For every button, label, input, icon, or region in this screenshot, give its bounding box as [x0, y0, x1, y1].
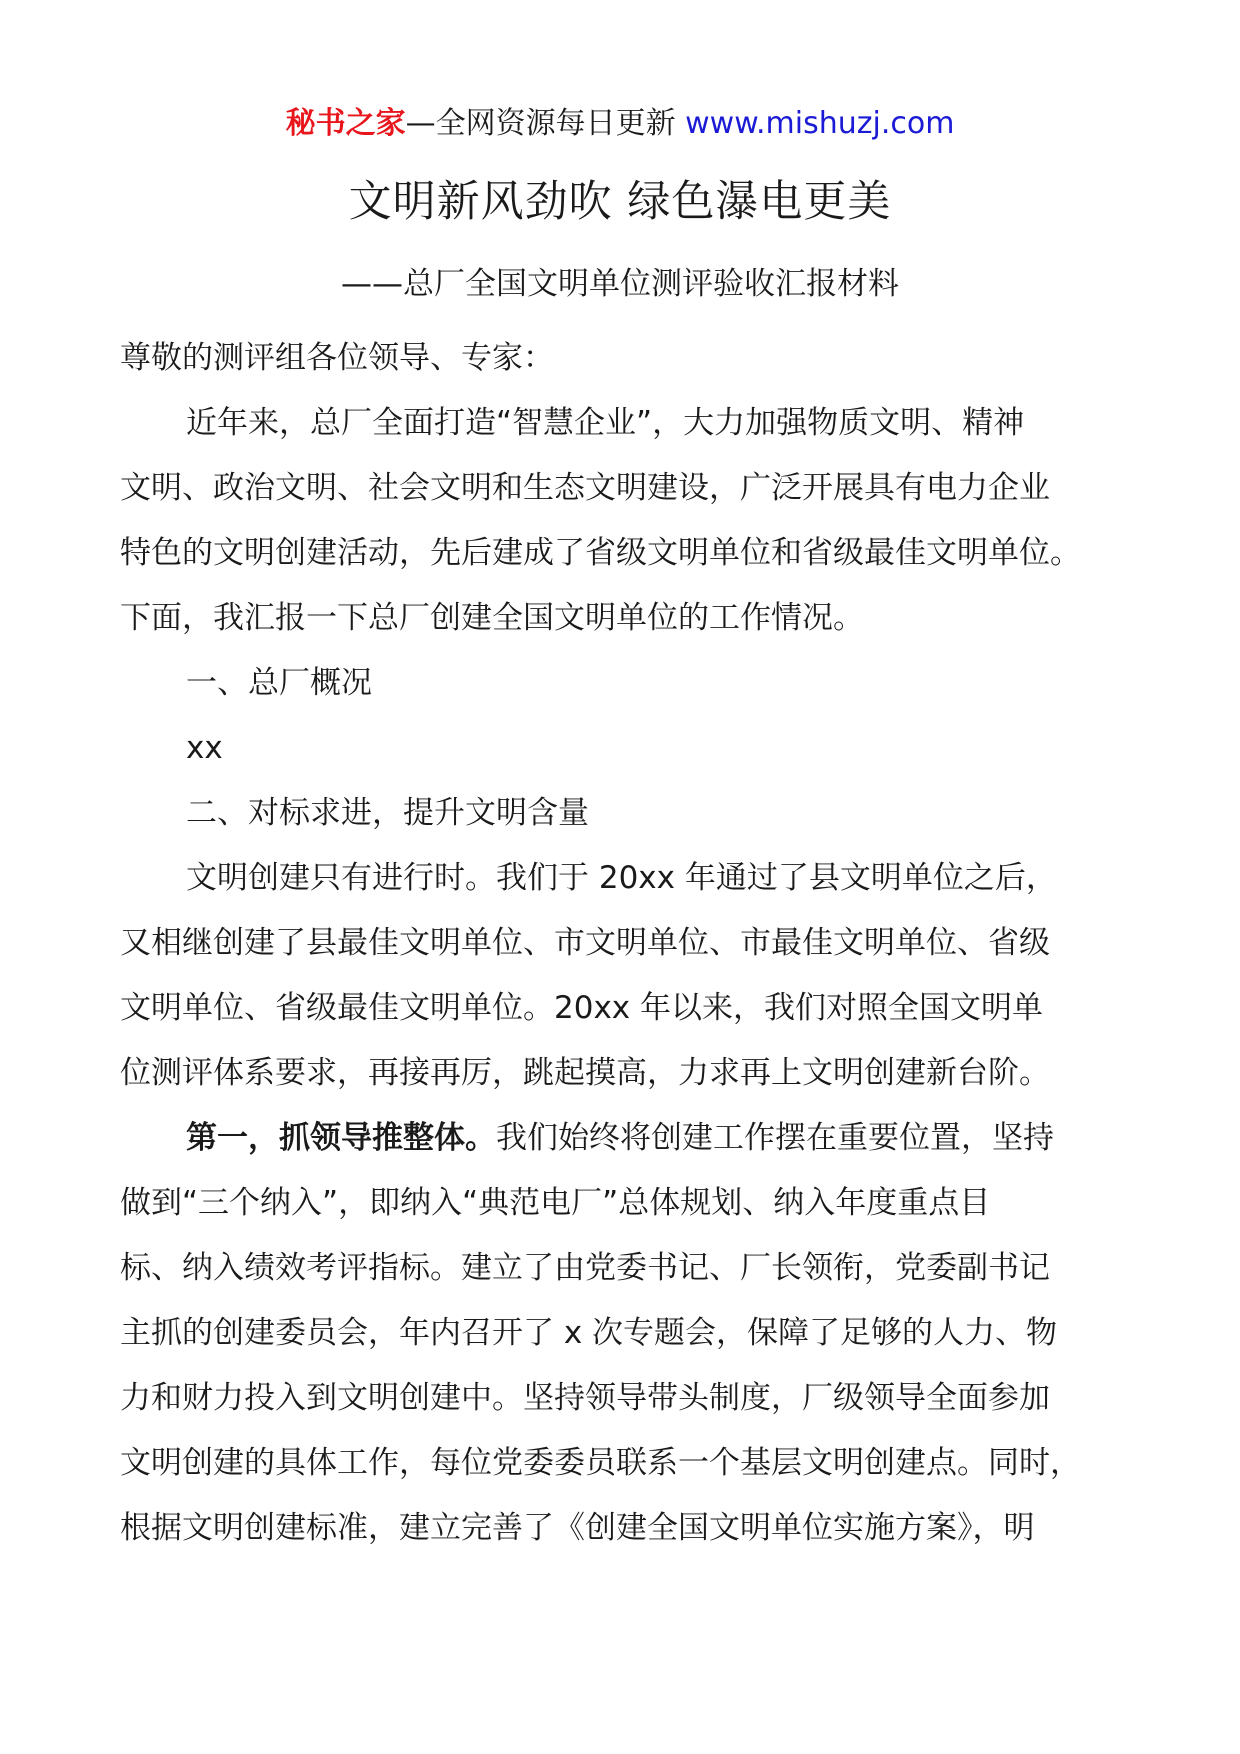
site-url-link[interactable]: www.mishuzj.com: [685, 106, 955, 141]
paragraph-line: 力和财力投入到文明创建中。坚持领导带头制度，厂级领导全面参加: [120, 1380, 1050, 1416]
paragraph-line: 文明创建只有进行时。我们于 20xx 年通过了县文明单位之后，: [186, 860, 1057, 896]
paragraph-line: 文明单位、省级最佳文明单位。20xx 年以来，我们对照全国文明单: [120, 990, 1043, 1026]
paragraph-line: 主抓的创建委员会，年内召开了 x 次专题会，保障了足够的人力、物: [120, 1315, 1058, 1351]
section-heading: 二、对标求进，提升文明含量: [186, 795, 589, 831]
paragraph-line: 文明创建的具体工作，每位党委委员联系一个基层文明创建点。同时，: [120, 1445, 1081, 1481]
paragraph-line: 又相继创建了县最佳文明单位、市文明单位、市最佳文明单位、省级: [120, 925, 1050, 961]
paragraph-line: xx: [186, 730, 223, 766]
salutation: 尊敬的测评组各位领导、专家：: [120, 340, 554, 376]
point-text: 我们始终将创建工作摆在重要位置，坚持: [496, 1120, 1054, 1156]
paragraph-line: 下面，我汇报一下总厂创建全国文明单位的工作情况。: [120, 600, 864, 636]
paragraph-line: 文明、政治文明、社会文明和生态文明建设，广泛开展具有电力企业: [120, 470, 1050, 506]
paragraph-line: 近年来，总厂全面打造“智慧企业”，大力加强物质文明、精神: [186, 405, 1025, 441]
paragraph-line: 根据文明创建标准，建立完善了《创建全国文明单位实施方案》，明: [120, 1510, 1035, 1546]
header-tagline: —全网资源每日更新: [405, 106, 686, 141]
site-header: [0, 100, 1240, 148]
paragraph-line: 特色的文明创建活动，先后建成了省级文明单位和省级最佳文明单位。: [120, 535, 1081, 571]
paragraph-line: 标、纳入绩效考评指标。建立了由党委书记、厂长领衔，党委副书记: [120, 1250, 1050, 1286]
paragraph-line: 做到“三个纳入”，即纳入“典范电厂”总体规划、纳入年度重点目: [120, 1185, 991, 1221]
paragraph-line: [120, 1106, 1150, 1171]
paragraph-line: 位测评体系要求，再接再厉，跳起摸高，力求再上文明创建新台阶。: [120, 1055, 1050, 1091]
document-body: [120, 326, 1150, 1561]
section-heading: 一、总厂概况: [186, 665, 372, 701]
document-subtitle: ——总厂全国文明单位测评验收汇报材料: [341, 266, 899, 302]
document-title: 文明新风劲吹 绿色瀑电更美: [348, 177, 892, 227]
brand-name: 秘书之家: [285, 106, 406, 141]
point-heading: 第一，抓领导推整体。: [186, 1120, 496, 1156]
